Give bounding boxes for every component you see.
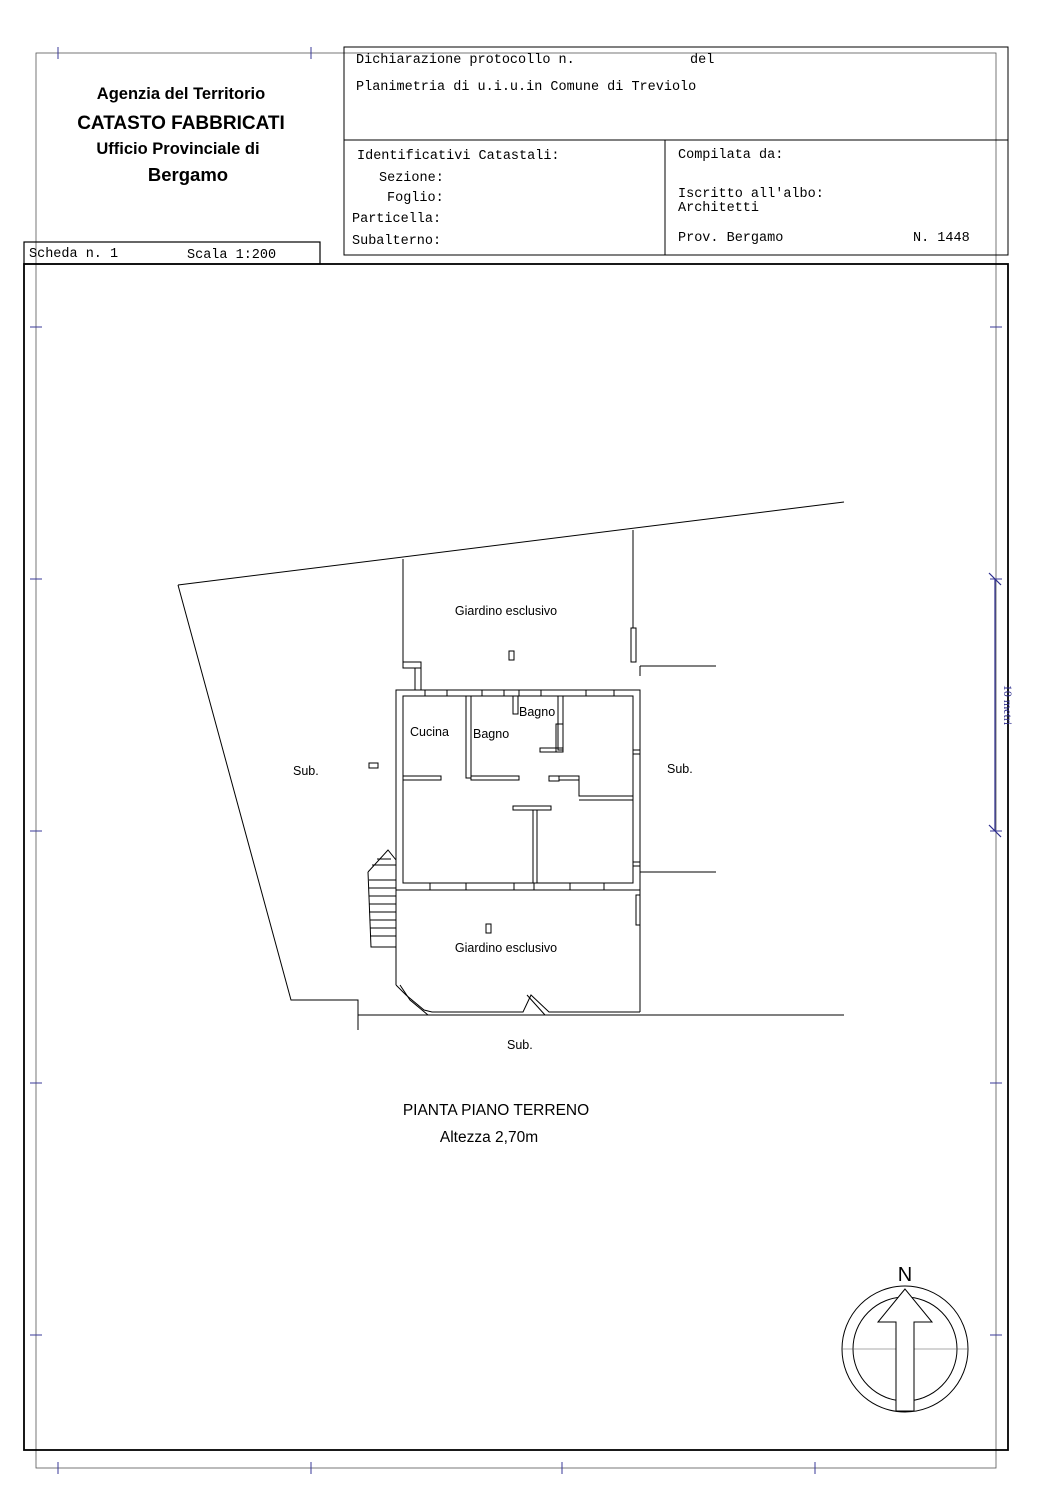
- sub-right-label: Sub.: [667, 762, 693, 776]
- subalterno-label: Subalterno:: [352, 234, 442, 249]
- lot-boundary-top: [178, 502, 844, 585]
- plan-height: Altezza 2,70m: [439, 1129, 539, 1146]
- scale-bar: [989, 573, 1001, 837]
- room-bagno-2: Bagno: [519, 705, 556, 719]
- compilata-label: Compilata da:: [678, 148, 784, 163]
- garden-bottom-label: Giardino esclusivo: [454, 941, 558, 955]
- scheda-label: Scheda n. 1: [29, 247, 119, 262]
- north-label: N: [897, 1264, 913, 1286]
- outer-frame: [36, 53, 996, 1468]
- protocol-del: del: [690, 53, 715, 68]
- particella-label: Particella:: [352, 212, 442, 227]
- registration-number: N. 1448: [913, 231, 970, 246]
- drawing-frame: [24, 264, 1008, 1450]
- sub-bottom-label: Sub.: [507, 1038, 533, 1052]
- room-bagno-1: Bagno: [473, 727, 510, 741]
- staircase: [368, 850, 396, 947]
- protocol-label: Dichiarazione protocollo n.: [356, 53, 575, 68]
- foglio-label: Foglio:: [387, 191, 444, 206]
- identificativi-label: Identificativi Catastali:: [357, 149, 560, 164]
- planimetria-label: Planimetria di u.i.u.in Comune di Treviolo: [356, 80, 697, 95]
- agency-name: Agenzia del Territorio: [96, 85, 266, 103]
- albo-value: Architetti: [678, 201, 760, 216]
- plan-title: PIANTA PIANO TERRENO: [402, 1102, 590, 1119]
- sezione-label: Sezione:: [379, 171, 444, 186]
- iscritto-label: Iscritto all'albo:: [678, 187, 824, 202]
- ufficio-label: Ufficio Provinciale di: [96, 140, 260, 158]
- sub-left-label: Sub.: [293, 764, 319, 778]
- garden-top-label: Giardino esclusivo: [454, 604, 558, 618]
- scale-bar-label: 10 metri: [1001, 684, 1015, 726]
- frame-ticks: [30, 47, 1002, 1474]
- city-label: Bergamo: [147, 164, 229, 185]
- scala-label: Scala 1:200: [187, 248, 277, 263]
- catasto-title: CATASTO FABBRICATI: [77, 113, 285, 134]
- prov-label: Prov. Bergamo: [678, 231, 784, 246]
- north-arrow-icon: [842, 1286, 968, 1412]
- room-cucina: Cucina: [410, 725, 449, 739]
- lot-boundary-left: [178, 585, 358, 1030]
